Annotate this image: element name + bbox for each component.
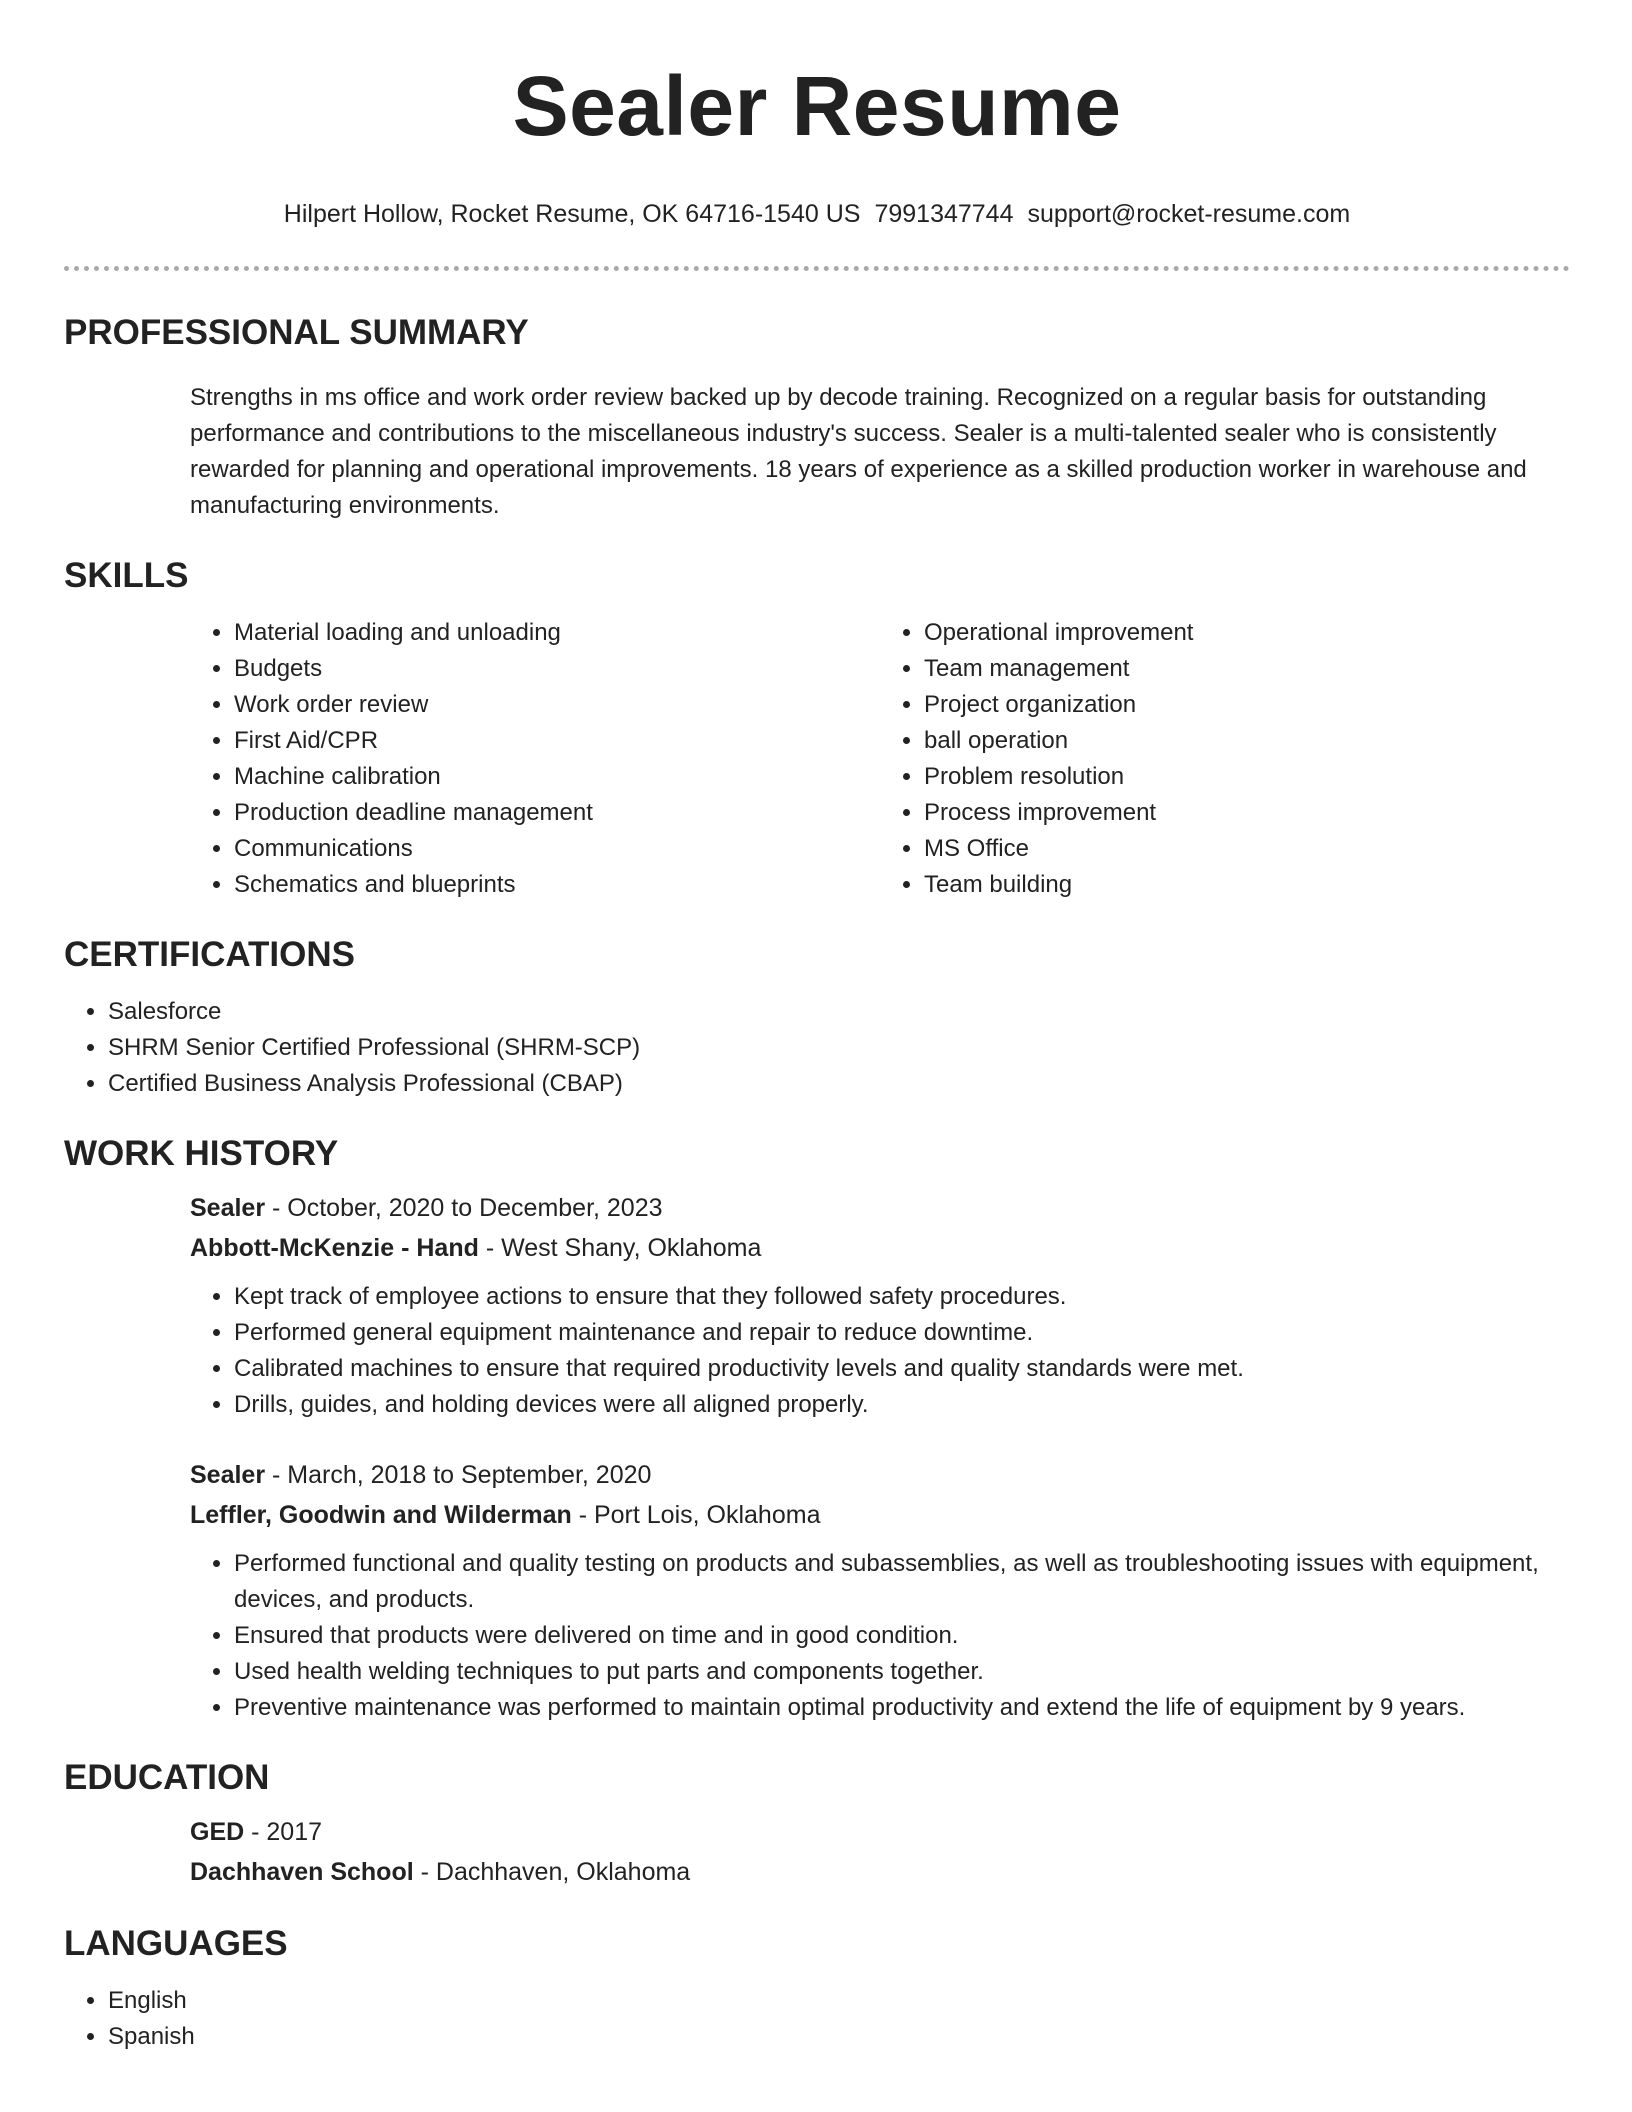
job-location: - West Shany, Oklahoma <box>478 1234 762 1262</box>
job-entry <box>190 1455 1570 1726</box>
section-heading: WORK HISTORY <box>64 1134 339 1173</box>
list-item: • Communications <box>234 831 880 867</box>
job-company: Abbott-McKenzie - Hand <box>190 1234 479 1262</box>
resume-title: Sealer Resume <box>512 59 1122 153</box>
section-heading: LANGUAGES <box>64 1924 288 1963</box>
section-heading: SKILLS <box>64 556 189 595</box>
list-item: • MS Office <box>924 831 1570 867</box>
list-item: • Material loading and unloading <box>234 615 880 651</box>
section-languages <box>64 1922 1570 2055</box>
list-item: • Ensured that products were delivered on time and in good condition. <box>234 1618 1570 1654</box>
contact-phone: 7991347744 <box>874 200 1014 228</box>
list-item: • Spanish <box>108 2019 1570 2055</box>
job-company: Leffler, Goodwin and Wilderman <box>190 1501 572 1529</box>
job-location: - Port Lois, Oklahoma <box>571 1501 821 1529</box>
job-duties <box>190 1279 1570 1423</box>
section-heading: EDUCATION <box>64 1758 270 1797</box>
contact-email: support@rocket-resume.com <box>1027 200 1351 228</box>
list-item: • Machine calibration <box>234 759 880 795</box>
education-entry <box>190 1812 1570 1892</box>
list-item: • Team building <box>924 867 1570 903</box>
list-item: • Used health welding techniques to put parts and components together. <box>234 1654 1570 1690</box>
degree-year: - 2017 <box>244 1818 323 1846</box>
degree: GED <box>190 1818 245 1846</box>
list-item: • Salesforce <box>108 994 1570 1030</box>
section-heading: PROFESSIONAL SUMMARY <box>64 313 529 352</box>
skills-list-left <box>190 615 880 903</box>
degree-line <box>190 1812 1570 1852</box>
list-item: • Operational improvement <box>924 615 1570 651</box>
job-dates: - March, 2018 to September, 2020 <box>265 1461 652 1489</box>
list-item: • Project organization <box>924 687 1570 723</box>
list-item: • English <box>108 1983 1570 2019</box>
list-item: • Problem resolution <box>924 759 1570 795</box>
section-heading: CERTIFICATIONS <box>64 935 356 974</box>
job-title: Sealer <box>190 1194 266 1222</box>
job-company-line <box>190 1228 1570 1268</box>
list-item: • Kept track of employee actions to ensure that they followed safety procedures. <box>234 1279 1570 1315</box>
section-education <box>64 1756 1570 1892</box>
job-title: Sealer <box>190 1461 266 1489</box>
list-item: • Calibrated machines to ensure that required productivity levels and quality standards were met. <box>234 1351 1570 1387</box>
certifications-list <box>64 994 1570 1102</box>
list-item: • Production deadline management <box>234 795 880 831</box>
job-duties <box>190 1546 1570 1726</box>
list-item: • Certified Business Analysis Professional (CBAP) <box>108 1066 1570 1102</box>
list-item: • Preventive maintenance was performed to maintain optimal productivity and extend the life of equipment by 9 years. <box>234 1690 1570 1726</box>
job-title-line <box>190 1455 1570 1495</box>
summary-text: Strengths in ms office and work order review backed up by decode training. Recognized on a regular basis for outstanding performance and contributions to the miscellaneous industry's success. Sealer is a multi-talented sealer who is consistently rewarded for planning and operational improvements. 18 years of experience as a skilled production worker in warehouse and manufacturing environments. <box>190 384 1527 519</box>
list-item: • Budgets <box>234 651 880 687</box>
job-entry <box>190 1188 1570 1423</box>
list-item: • Performed functional and quality testing on products and subassemblies, as well as troubleshooting issues with equipment, devices, and products. <box>234 1546 1570 1618</box>
contact-line <box>64 198 1570 230</box>
resume-page <box>64 0 1570 2055</box>
list-item: • SHRM Senior Certified Professional (SHRM-SCP) <box>108 1030 1570 1066</box>
section-work-history <box>64 1132 1570 1726</box>
list-item: • Work order review <box>234 687 880 723</box>
contact-address: Hilpert Hollow, Rocket Resume, OK 64716-1540 US <box>283 200 861 228</box>
job-dates: - October, 2020 to December, 2023 <box>265 1194 663 1222</box>
school-location: - Dachhaven, Oklahoma <box>413 1858 691 1886</box>
skills-list-right <box>880 615 1570 903</box>
job-company-line <box>190 1495 1570 1535</box>
skills-grid <box>190 615 1570 903</box>
header-divider <box>64 266 1570 271</box>
list-item: • Performed general equipment maintenance and repair to reduce downtime. <box>234 1315 1570 1351</box>
languages-list <box>64 1983 1570 2055</box>
school-name: Dachhaven School <box>190 1858 414 1886</box>
section-skills <box>64 554 1570 903</box>
list-item: • Team management <box>924 651 1570 687</box>
list-item: • ball operation <box>924 723 1570 759</box>
job-title-line <box>190 1188 1570 1228</box>
list-item: • Process improvement <box>924 795 1570 831</box>
section-certifications <box>64 933 1570 1102</box>
list-item: • Schematics and blueprints <box>234 867 880 903</box>
section-summary <box>64 311 1570 524</box>
list-item: • First Aid/CPR <box>234 723 880 759</box>
school-line <box>190 1852 1570 1892</box>
list-item: • Drills, guides, and holding devices were all aligned properly. <box>234 1387 1570 1423</box>
